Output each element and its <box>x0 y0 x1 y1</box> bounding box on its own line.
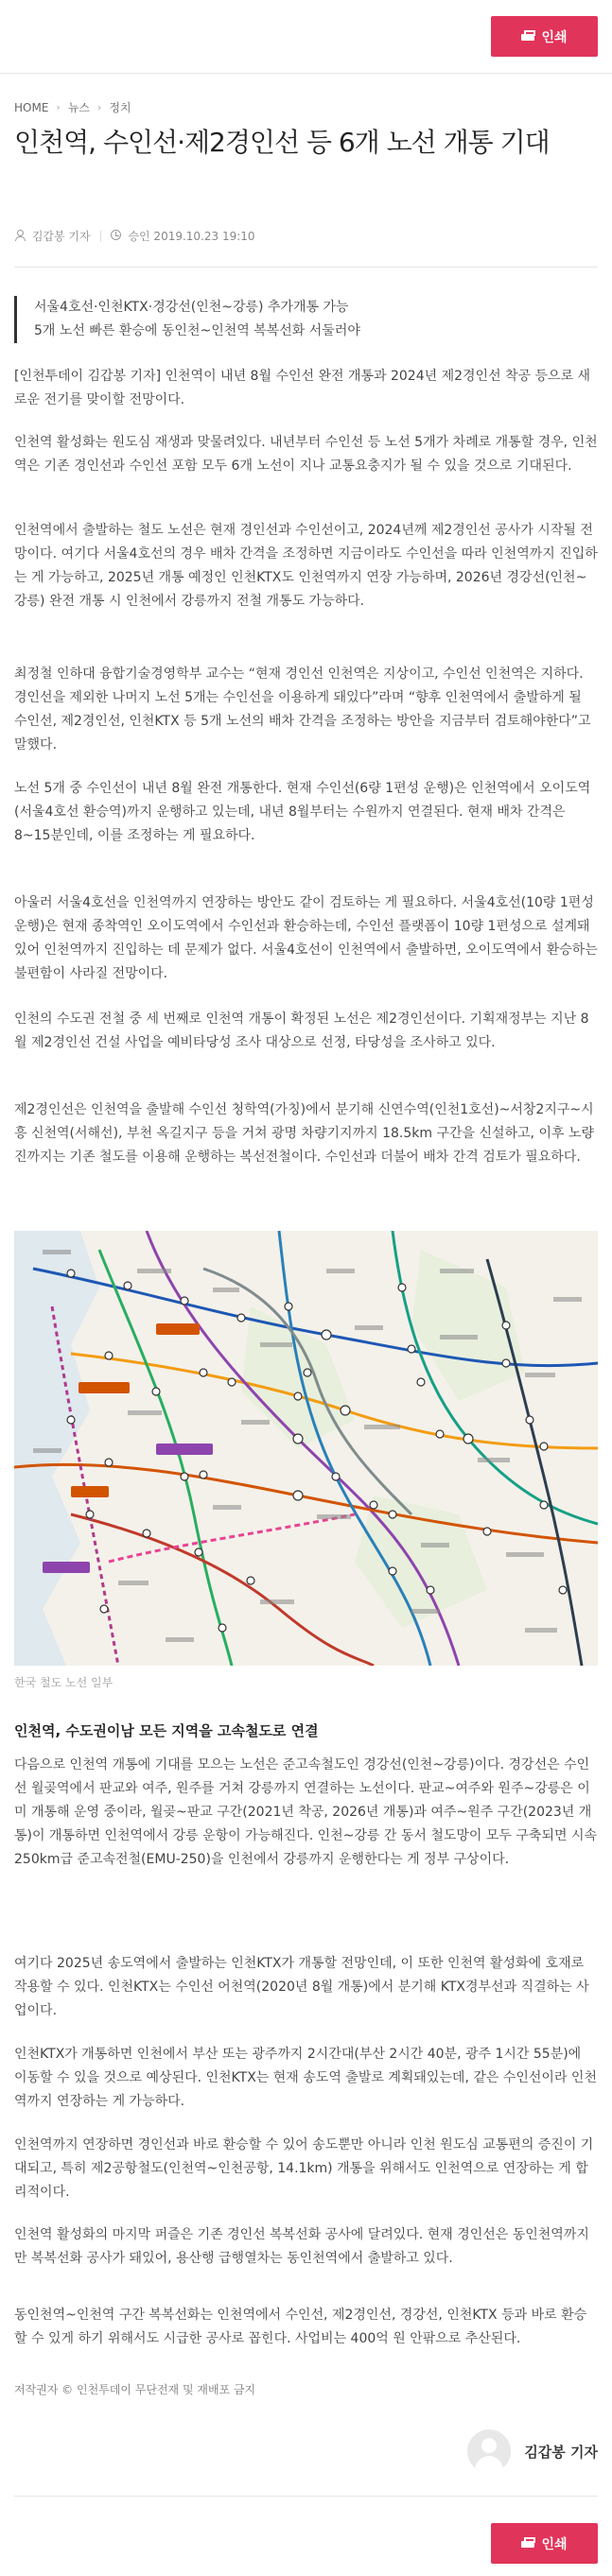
copyright-notice: 저작권자 © 인천투데이 무단전재 및 재배포 금지 <box>14 2383 256 2396</box>
article-meta <box>14 228 255 244</box>
subtitle-line: 서울4호선·인천KTX·경강선(인천~강릉) 추가개통 가능 <box>34 300 349 315</box>
railway-map-graphic <box>14 1231 598 1666</box>
author-name: 김갑봉 기자 <box>31 230 91 243</box>
railway-map-image <box>14 1231 598 1666</box>
subtitle-line: 5개 노선 빠른 환승에 동인천~인천역 복복선화 서둘러야 <box>34 323 360 338</box>
chevron-right-icon: › <box>97 101 102 113</box>
breadcrumb-news[interactable]: 뉴스 <box>67 101 90 114</box>
reporter-card[interactable] <box>467 2429 598 2473</box>
avatar <box>467 2429 511 2473</box>
paragraph: 최정철 인하대 융합기술경영학부 교수는 “현재 경인선 인천역은 지상이고, 수인선 인천역은 지하다. 경인선을 제외한 나머지 노선 5개는 수인선을 이용하게 돼있다”라며 “향후 인천역에서 출발하게 될 수인선, 제2경인선, 인천KTX 등 5개 노선의 배차 간격을 조정하는 방안을 지금부터 검토해야한다”고 말했다. <box>14 666 591 752</box>
printer-icon <box>521 2537 534 2550</box>
paragraph: 여기다 2025년 송도역에서 출발하는 인천KTX가 개통할 전망인데, 이 또한 인천역 활성화에 호재로 작용할 수 있다. 인천KTX는 수인선 어천역(2020년 8월 개통)에서 분기해 KTX경부선과 직결하는 사업이다. <box>14 1956 589 2018</box>
section-heading: 인천역, 수도권이남 모든 지역을 고속철도로 연결 <box>14 1722 319 1739</box>
approved-date: 승인 2019.10.23 19:10 <box>128 230 255 243</box>
paragraph: 다음으로 인천역 개통에 기대를 모으는 노선은 준고속철도인 경강선(인천~강릉)이다. 경강선은 수인선 월곶역에서 판교와 여주, 원주를 거쳐 강릉까지 연결하는 노선이다. 판교~여주와 원주~강릉은 이미 개통해 운영 중이라, 월곶~판교 구간(2021년 착공, 2026년 개통)과 여주~원주 구간(2023년 개통)이 개통하면 인천역에서 강릉 운항이 가능해진다. 인천~강릉 간 동서 철도망이 모두 구축되면 시속 250km급 준고속전철(EMU-250)을 인천에서 강릉까지 운행한다는 게 정부 구상이다. <box>14 1757 598 1867</box>
meta-divider <box>100 231 101 242</box>
chevron-right-icon: › <box>56 101 61 113</box>
top-toolbar <box>0 0 612 74</box>
printer-icon <box>521 30 534 43</box>
breadcrumb-politics[interactable]: 정치 <box>109 101 131 114</box>
author-meta <box>14 228 91 244</box>
divider <box>14 267 598 268</box>
paragraph: 인천KTX가 개통하면 인천에서 부산 또는 광주까지 2시간대(부산 2시간 40분, 광주 1시간 55분)에 이동할 수 있을 것으로 예상된다. 인천KTX는 현재 송도역 출발로 계획돼있는데, 같은 수인선이라 인천역까지 연장하는 게 가능하다. <box>14 2047 597 2109</box>
paragraph: [인천투데이 김갑봉 기자] 인천역이 내년 8월 수인선 완전 개통과 2024년 제2경인선 착공 등으로 새로운 전기를 맞이할 전망이다. <box>14 369 591 407</box>
paragraph: 인천의 수도권 전철 중 세 번째로 인천역 개통이 확정된 노선은 제2경인선이다. 기획재정부는 지난 8월 제2경인선 건설 사업을 예비타당성 조사 대상으로 선정, 타당성을 조사하고 있다. <box>14 1011 589 1050</box>
paragraph: 제2경인선은 인천역을 출발해 수인선 청학역(가칭)에서 분기해 신연수역(인천1호선)~서창2지구~시흥 신천역(서해선), 부천 옥길지구 등을 거쳐 광명 차량기지까지 18.5km 구간을 신설하고, 이후 노량진까지는 기존 철도를 이용해 운행하는 복선전철이다. 수인선과 더불어 배차 간격 검토가 필요하다. <box>14 1102 595 1165</box>
breadcrumb-home[interactable]: HOME <box>14 100 49 114</box>
clock-icon <box>111 230 121 240</box>
print-label: 인쇄 <box>541 29 568 45</box>
paragraph: 인천역까지 연장하면 경인선과 바로 환승할 수 있어 송도뿐만 아니라 인천 원도심 교통편의 증진이 기대되고, 특히 제2공항철도(인천역~인천공항, 14.1km) 개통을 위해서도 인천역으로 연장하는 게 합리적이다. <box>14 2137 594 2200</box>
paragraph: 인천역 활성화는 원도심 재생과 맞물려있다. 내년부터 수인선 등 노선 5개가 차례로 개통할 경우, 인천역은 기존 경인선과 수인선 포함 모두 6개 노선이 지나 교통요충지가 될 수 있을 것으로 기대된다. <box>14 435 598 474</box>
paragraph: 인천역에서 출발하는 철도 노선은 현재 경인선과 수인선이고, 2024년께 제2경인선 공사가 시작될 전망이다. 여기다 서울4호선의 경우 배차 간격을 조정하면 지금이라도 수인선을 따라 인천역까지 진입하는 게 가능하고, 2025년 개통 예정인 인천KTX도 인천역까지 연장 가능하며, 2026년 경강선(인천~강릉) 완전 개통 시 인천에서 강릉까지 전철 개통도 가능하다. <box>14 523 598 609</box>
print-button-bottom[interactable] <box>491 2523 598 2564</box>
article-title: 인천역, 수인선·제2경인선 등 6개 노선 개통 기대 <box>14 127 550 158</box>
map-caption: 한국 철도 노선 일부 <box>14 1676 114 1689</box>
reporter-name: 김갑봉 기자 <box>524 2443 598 2461</box>
paragraph: 아울러 서울4호선을 인천역까지 연장하는 방안도 같이 검토하는 게 필요하다. 서울4호선(10량 1편성 운행)은 현재 종착역인 오이도역에서 수인선과 환승하는데, 수인선 플랫폼이 10량 1편성으로 설계돼있어 인천역까지 진입하는 데 문제가 없다. 서울4호선이 인천역에서 출발하면, 오이도역에서 환승하는 불편함이 사라질 전망이다. <box>14 895 598 981</box>
divider <box>14 2496 598 2497</box>
date-meta <box>111 228 255 244</box>
paragraph: 노선 5개 중 수인선이 내년 8월 완전 개통한다. 현재 수인선(6량 1편성 운행)은 인천역에서 오이도역(서울4호선 환승역)까지 운행하고 있는데, 내년 8월부터는 수원까지 연결된다. 현재 배차 간격은 8~15분인데, 이를 조정하는 게 필요하다. <box>14 781 591 843</box>
print-label: 인쇄 <box>541 2536 568 2552</box>
paragraph: 인천역 활성화의 마지막 퍼즐은 기존 경인선 복복선화 공사에 달려있다. 현재 경인선은 동인천역까지만 복복선화 공사가 돼있어, 용산행 급행열차는 동인천역에서 출발하고 있다. <box>14 2227 589 2266</box>
breadcrumb <box>14 99 131 115</box>
paragraph: 동인천역~인천역 구간 복복선화는 인천역에서 수인선, 제2경인선, 경강선, 인천KTX 등과 바로 환승할 수 있게 하기 위해서도 시급한 공사로 꼽힌다. 사업비는 400억 원 안팎으로 추산된다. <box>14 2308 587 2346</box>
user-icon <box>14 230 25 240</box>
print-button[interactable] <box>491 16 598 57</box>
article-subtitle <box>14 296 598 343</box>
